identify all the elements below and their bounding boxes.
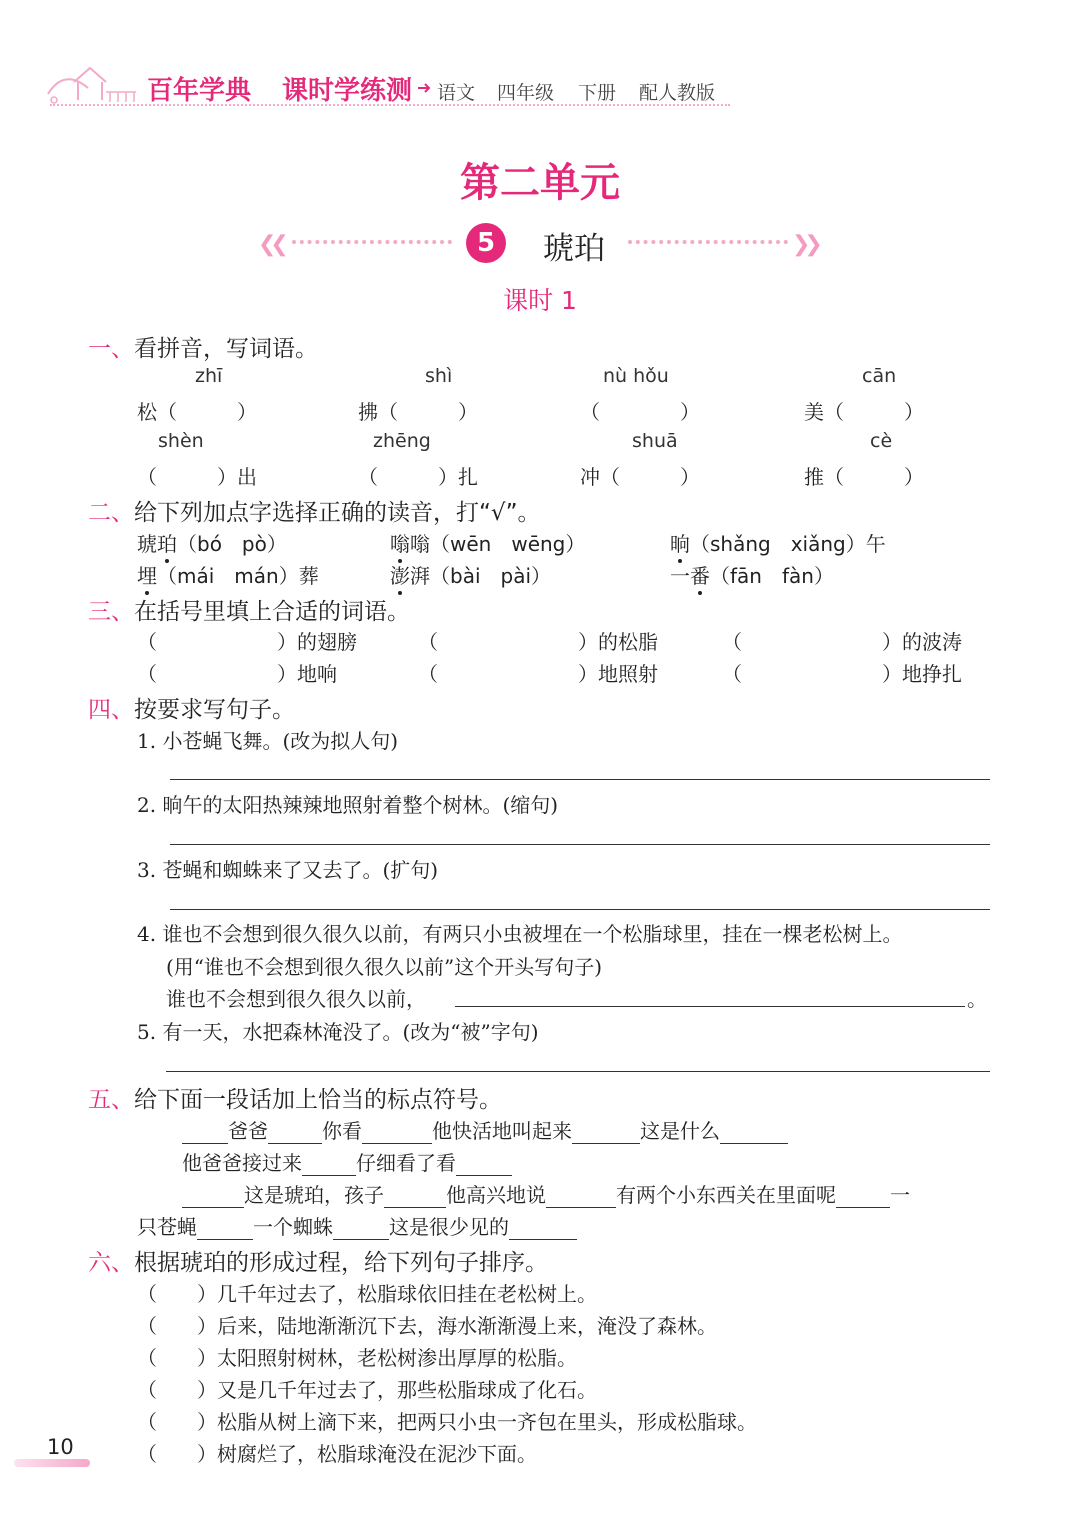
pronunciation-item[interactable]: 一番（fān fàn） bbox=[670, 564, 834, 588]
word-blank[interactable]: 松（ ） bbox=[137, 400, 257, 424]
section-number: 五、 bbox=[88, 1087, 134, 1113]
page-number: 10 bbox=[47, 1435, 74, 1459]
word-blank[interactable]: 拂（ ） bbox=[358, 400, 478, 424]
question-text: 1. 小苍蝇飞舞。(改为拟人句) bbox=[137, 729, 399, 753]
punct-blank[interactable] bbox=[384, 1187, 446, 1208]
grade-label: 四年级 bbox=[497, 82, 555, 104]
word-blank[interactable]: （ ） bbox=[580, 400, 700, 424]
pinyin: shì bbox=[425, 365, 453, 387]
punct-blank[interactable] bbox=[182, 1187, 244, 1208]
punct-blank[interactable] bbox=[333, 1219, 389, 1240]
answer-line[interactable] bbox=[455, 1006, 965, 1007]
answer-line[interactable] bbox=[170, 844, 990, 845]
punct-blank[interactable] bbox=[197, 1219, 253, 1240]
pronunciation-item[interactable]: 琥珀（bó pò） bbox=[137, 532, 287, 556]
pronunciation-item[interactable]: 埋（mái mán）葬 bbox=[137, 564, 319, 588]
section-2-title bbox=[88, 494, 541, 527]
edition-label: 配人教版 bbox=[639, 82, 716, 104]
punct-blank[interactable] bbox=[182, 1123, 228, 1144]
brand-title: 百年学典 bbox=[147, 76, 252, 106]
page-number-bar bbox=[14, 1459, 90, 1467]
left-dotted-rule bbox=[292, 240, 452, 244]
section-heading: 根据琥珀的形成过程，给下列句子排序。 bbox=[134, 1250, 548, 1276]
sentence-end: 。 bbox=[967, 987, 987, 1011]
order-item[interactable]: （ ）松脂从树上滴下来，把两只小虫一齐包在里头，形成松脂球。 bbox=[137, 1410, 757, 1434]
volume-label: 下册 bbox=[578, 82, 617, 104]
word-blank[interactable]: （ ）扎 bbox=[358, 465, 478, 489]
section-6-title bbox=[88, 1244, 548, 1277]
pinyin: cān bbox=[862, 365, 897, 387]
pronunciation-item[interactable]: 嗡嗡（wēn wēng） bbox=[390, 532, 586, 556]
section-number: 六、 bbox=[88, 1250, 134, 1276]
answer-line[interactable] bbox=[170, 909, 990, 910]
punct-blank[interactable] bbox=[456, 1155, 512, 1176]
section-number: 一、 bbox=[88, 336, 134, 362]
pinyin: cè bbox=[870, 430, 893, 452]
punctuation-line-3: 这是琥珀，孩子 他高兴地说 有两个小东西关在里面呢 一 bbox=[182, 1179, 910, 1208]
pinyin: shèn bbox=[158, 430, 204, 452]
unit-title: 第二单元 bbox=[460, 160, 620, 206]
pronunciation-item[interactable]: 澎湃（bài pài） bbox=[390, 564, 552, 588]
punctuation-line-4: 只苍蝇 一个蜘蛛 这是很少见的 bbox=[137, 1211, 577, 1240]
punct-blank[interactable] bbox=[572, 1123, 640, 1144]
pinyin: nù hǒu bbox=[603, 365, 669, 387]
punct-blank[interactable] bbox=[362, 1123, 432, 1144]
order-item[interactable]: （ ）树腐烂了，松脂球淹没在泥沙下面。 bbox=[137, 1442, 537, 1466]
sentence-start: 谁也不会想到很久很久以前， bbox=[166, 987, 426, 1011]
section-3-title bbox=[88, 593, 410, 626]
answer-line[interactable] bbox=[166, 1071, 990, 1072]
pinyin: shuā bbox=[632, 430, 678, 452]
fill-blank[interactable]: （ ）的波涛 bbox=[722, 630, 962, 654]
fill-blank[interactable]: （ ）地响 bbox=[137, 662, 337, 686]
punct-blank[interactable] bbox=[546, 1187, 616, 1208]
section-number: 二、 bbox=[88, 500, 134, 526]
punctuation-line-1: 爸爸 你看 他快活地叫起来 这是什么 bbox=[182, 1115, 788, 1144]
section-number: 四、 bbox=[88, 697, 134, 723]
word-blank[interactable]: 冲（ ） bbox=[580, 465, 700, 489]
question-text: 5. 有一天，水把森林淹没了。(改为“被”字句) bbox=[137, 1020, 539, 1044]
question-hint: (用“谁也不会想到很久很久以前”这个开头写句子) bbox=[166, 955, 603, 979]
fill-blank[interactable]: （ ）的翅膀 bbox=[137, 630, 357, 654]
word-blank[interactable]: 推（ ） bbox=[804, 465, 924, 489]
series-title: 课时学练测 bbox=[282, 76, 413, 106]
section-heading: 给下列加点字选择正确的读音，打“√”。 bbox=[134, 500, 541, 526]
lesson-number-badge: 5 bbox=[466, 223, 506, 263]
order-item[interactable]: （ ）又是几千年过去了，那些松脂球成了化石。 bbox=[137, 1378, 597, 1402]
punct-blank[interactable] bbox=[302, 1155, 356, 1176]
answer-line[interactable] bbox=[170, 779, 990, 780]
right-dotted-rule bbox=[628, 240, 788, 244]
section-heading: 给下面一段话加上恰当的标点符号。 bbox=[134, 1087, 502, 1113]
punct-blank[interactable] bbox=[268, 1123, 322, 1144]
word-blank[interactable]: （ ）出 bbox=[137, 465, 257, 489]
fill-blank[interactable]: （ ）地挣扎 bbox=[722, 662, 962, 686]
pinyin: zhī bbox=[195, 365, 223, 387]
lesson-title: 琥珀 bbox=[543, 231, 605, 267]
question-text: 3. 苍蝇和蜘蛛来了又去了。(扩句) bbox=[137, 858, 439, 882]
section-heading: 在括号里填上合适的词语。 bbox=[134, 599, 410, 625]
order-item[interactable]: （ ）后来，陆地渐渐沉下去，海水渐渐漫上来，淹没了森林。 bbox=[137, 1314, 717, 1338]
subject-label: 语文 bbox=[437, 82, 476, 104]
order-item[interactable]: （ ）几千年过去了，松脂球依旧挂在老松树上。 bbox=[137, 1282, 597, 1306]
header-divider bbox=[50, 104, 730, 106]
right-chevrons-icon: ❯❯ bbox=[792, 232, 817, 257]
pronunciation-item[interactable]: 晌（shǎng xiǎng）午 bbox=[670, 532, 886, 556]
fill-blank[interactable]: （ ）的松脂 bbox=[418, 630, 658, 654]
arrow-icon bbox=[416, 82, 432, 94]
section-5-title bbox=[88, 1081, 502, 1114]
order-item[interactable]: （ ）太阳照射树林，老松树渗出厚厚的松脂。 bbox=[137, 1346, 577, 1370]
left-chevrons-icon: ❮❮ bbox=[258, 232, 283, 257]
punct-blank[interactable] bbox=[509, 1219, 577, 1240]
punct-blank[interactable] bbox=[720, 1123, 788, 1144]
punct-blank[interactable] bbox=[836, 1187, 890, 1208]
section-1-title bbox=[88, 330, 318, 363]
pinyin: zhēng bbox=[373, 430, 431, 452]
punctuation-line-2: 他爸爸接过来 仔细看了看 bbox=[182, 1147, 512, 1176]
house-logo-icon bbox=[44, 62, 140, 108]
period-label: 课时 1 bbox=[503, 286, 577, 315]
fill-blank[interactable]: （ ）地照射 bbox=[418, 662, 658, 686]
section-heading: 按要求写句子。 bbox=[134, 697, 295, 723]
section-heading: 看拼音，写词语。 bbox=[134, 336, 318, 362]
word-blank[interactable]: 美（ ） bbox=[804, 400, 924, 424]
section-4-title bbox=[88, 691, 295, 724]
section-number: 三、 bbox=[88, 599, 134, 625]
question-text: 4. 谁也不会想到很久很久以前，有两只小虫被埋在一个松脂球里，挂在一棵老松树上。 bbox=[137, 922, 903, 946]
question-text: 2. 晌午的太阳热辣辣地照射着整个树林。(缩句) bbox=[137, 793, 559, 817]
